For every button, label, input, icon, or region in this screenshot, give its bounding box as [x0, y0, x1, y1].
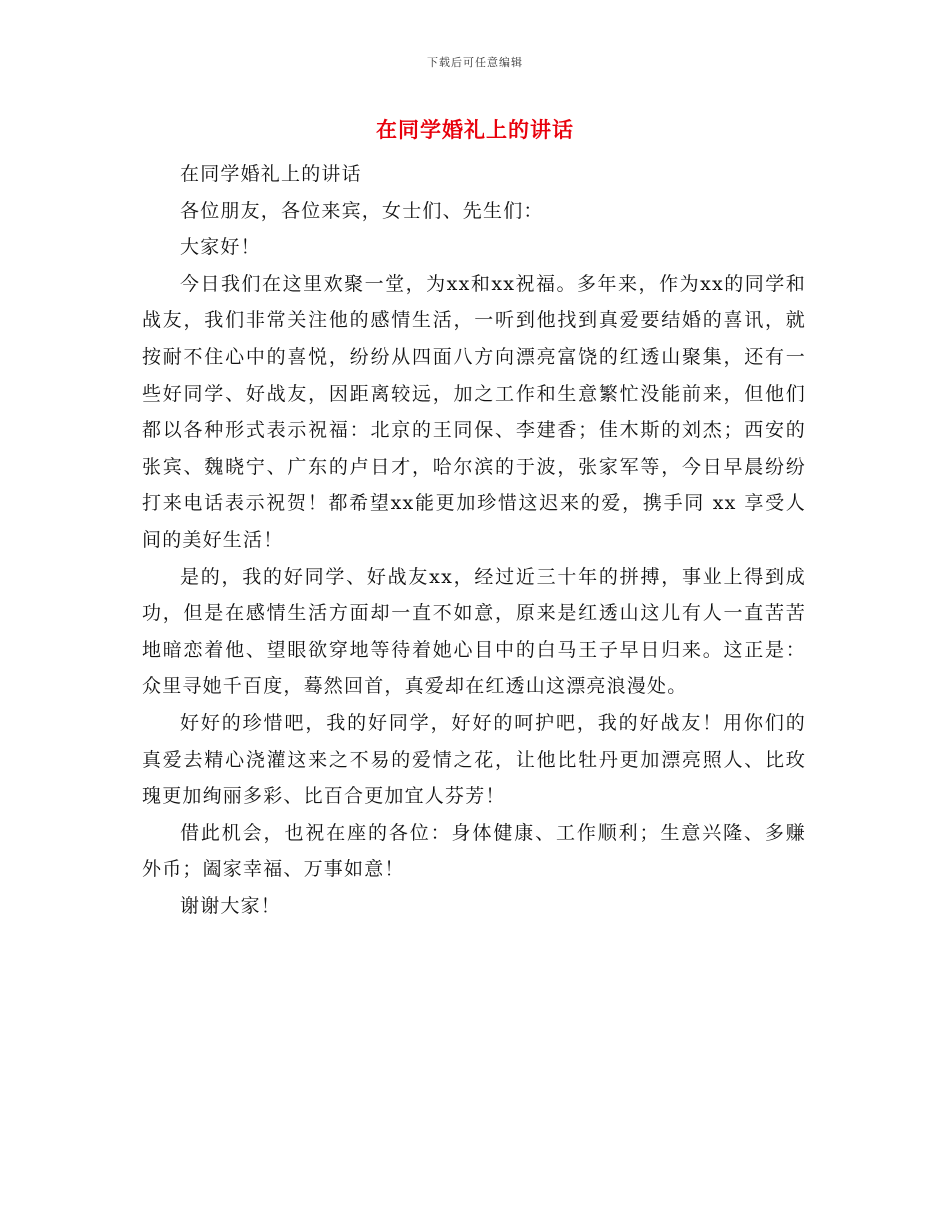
- paragraph-body-3: 好好的珍惜吧，我的好同学，好好的呵护吧，我的好战友！用你们的真爱去精心浇灌这来之不易的爱情之花，让他比牡丹更加漂亮照人、比玫瑰更加绚丽多彩、比百合更加宜人芬芳！: [142, 711, 806, 808]
- paragraph-closing: 谢谢大家！: [180, 894, 282, 917]
- paragraph-salutation: 各位朋友，各位来宾，女士们、先生们：: [180, 199, 544, 222]
- header-note: 下载后可任意编辑: [427, 56, 523, 69]
- paragraph-subtitle: 在同学婚礼上的讲话: [180, 163, 362, 185]
- paragraph-greeting: 大家好！: [180, 236, 261, 259]
- paragraph-body-1: 今日我们在这里欢聚一堂，为xx和xx祝福。多年来，作为xx的同学和战友，我们非常关注他的感情生活，一听到他找到真爱要结婚的喜讯，就按耐不住心中的喜悦，纷纷从四面八方向漂亮富饶的红透山聚集，还有一些好同学、好战友，因距离较远，加之工作和生意繁忙没能前来，但他们都以各种形式表示祝福：北京的王同保、李建香；佳木斯的刘杰；西安的张宾、魏晓宁、广东的卢日才，哈尔滨的于波，张家军等，今日早晨纷纷打来电话表示祝贺！都希望xx能更加珍惜这迟来的爱，携手同 xx 享受人间的美好生活！: [142, 272, 806, 551]
- paragraph-body-2: 是的，我的好同学、好战友xx，经过近三十年的拼搏，事业上得到成功，但是在感情生活方面却一直不如意，原来是红透山这儿有人一直苦苦地暗恋着他、望眼欲穿地等待着她心目中的白马王子早日归来。这正是：众里寻她千百度，蓦然回首，真爱却在红透山这漂亮浪漫处。: [142, 565, 806, 698]
- document-body: [142, 156, 806, 924]
- document-title: 在同学婚礼上的讲话: [376, 118, 574, 142]
- paragraph-body-4: 借此机会，也祝在座的各位：身体健康、工作顺利；生意兴隆、多赚外币；阖家幸福、万事如意！: [142, 821, 806, 881]
